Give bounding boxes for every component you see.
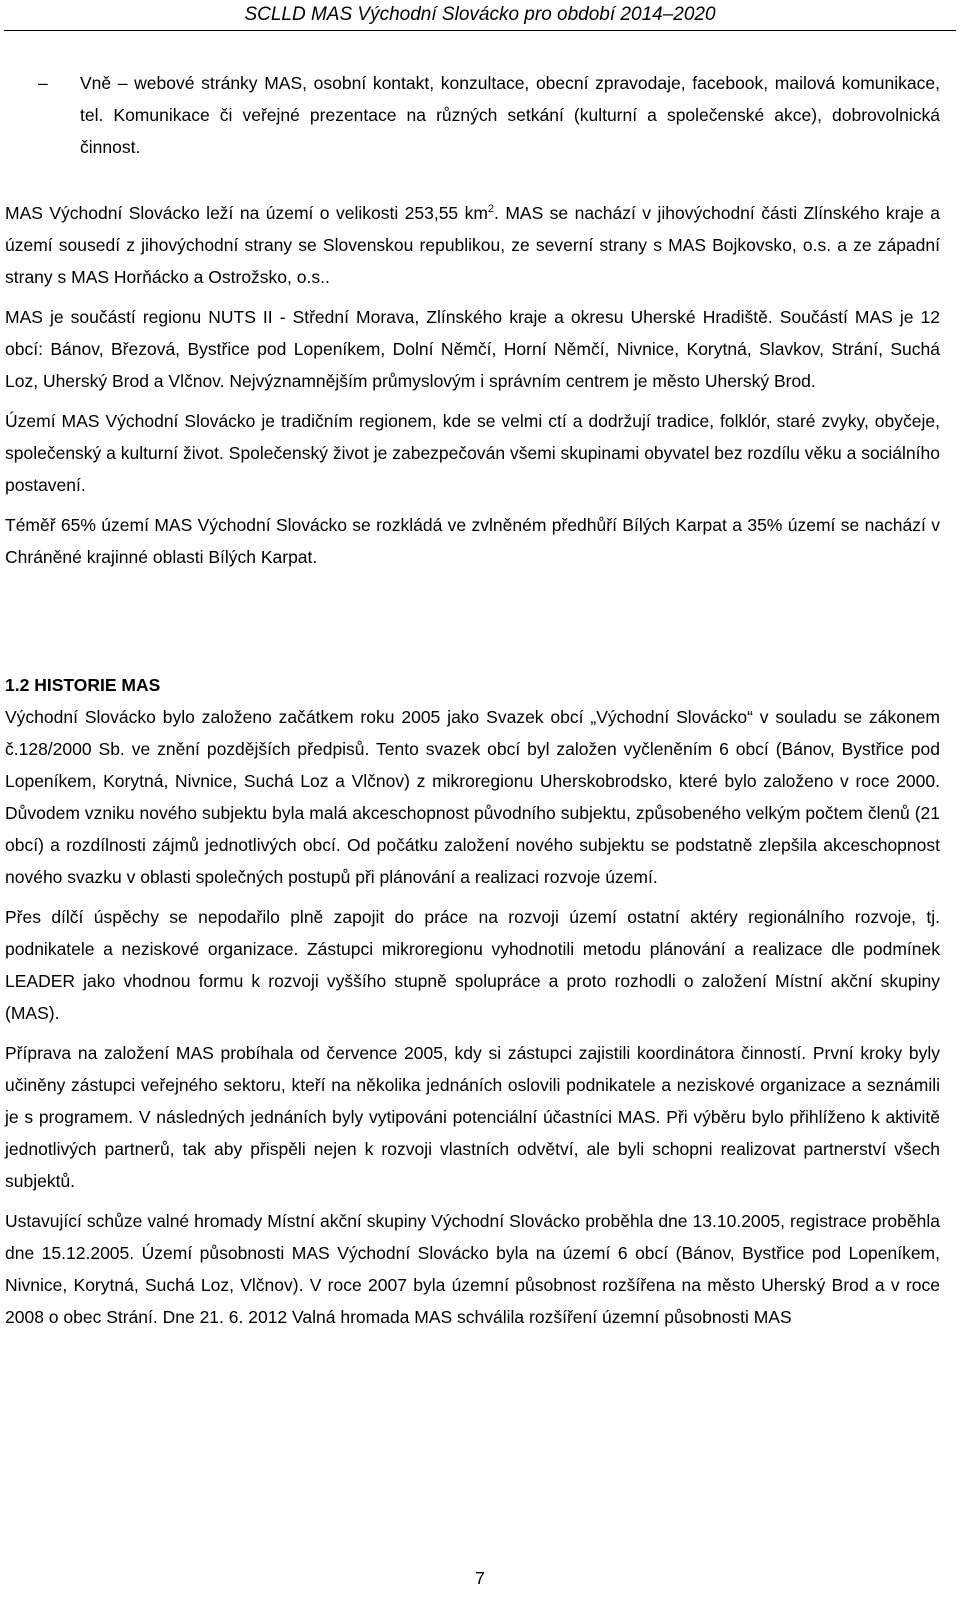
intro-paragraph-landscape: Téměř 65% území MAS Východní Slovácko se rozkládá ve zvlněném předhůří Bílých Karpat a 35% území se nachází v Chráněné krajinné oblasti Bílých Karpat. bbox=[5, 515, 940, 567]
area-text-end: . MAS se nachází v jihovýchodní části Zlínského kraje a území sousedí z jihovýchodní strany se Slovenskou republikou, ze severní strany s MAS Bojkovsko, o.s. a ze západní strany s MAS Horňácko a Ostrožsko, o.s.. bbox=[5, 203, 940, 287]
area-text-start: MAS Východní Slovácko leží na území o velikosti 253,55 km bbox=[5, 203, 488, 223]
bullet-list-item bbox=[5, 67, 940, 163]
intro-paragraph-traditions: Území MAS Východní Slovácko je tradičním regionem, kde se velmi ctí a dodržují tradice, folklór, staré zvyky, obyčeje, společenský a kulturní život. Společenský život je zabezpečován všemi skupinami obyvatel bez rozdílu věku a sociálního postavení. bbox=[5, 411, 940, 495]
history-paragraph-1: Východní Slovácko bylo založeno začátkem roku 2005 jako Svazek obcí „Východní Slovácko“ v souladu se zákonem č.128/2000 Sb. ve znění pozdějších předpisů. Tento svazek obcí byl založen vyčleněním 6 obcí (Bánov, Bystřice pod Lopeníkem, Korytná, Nivnice, Suchá Loz a Vlčnov) z mikroregionu Uherskobrodsko, které bylo založeno v roce 2000. Důvodem vzniku nového subjektu byla malá akceschopnost původního subjektu, způsobeného velkým počtem členů (21 obcí) a rozdílnosti zájmů jednotlivých obcí. Od počátku založení nového subjektu se podstatně zlepšila akceschopnost nového svazku v oblasti společných postupů při plánování a realizaci rozvoje území. bbox=[5, 707, 940, 887]
section-heading: 1.2 HISTORIE MAS bbox=[5, 675, 161, 695]
history-paragraph-4: Ustavující schůze valné hromady Místní akční skupiny Východní Slovácko proběhla dne 13.10.2005, registrace proběhla dne 15.12.2005. Území působnosti MAS Východní Slovácko byla na území 6 obcí (Bánov, Bystřice pod Lopeníkem, Nivnice, Korytná, Suchá Loz, Vlčnov). V roce 2007 byla územní působnost rozšířena na město Uherský Brod a v roce 2008 o obec Strání. Dne 21. 6. 2012 Valná hromada MAS schválila rozšíření územní působnosti MAS bbox=[5, 1211, 940, 1327]
history-paragraph-3: Příprava na založení MAS probíhala od července 2005, kdy si zástupci zajistili koordinátora činností. První kroky byly učiněny zástupci veřejného sektoru, kteří na několika jednáních oslovili podnikatele a neziskové organizace a seznámili je s programem. V následných jednáních byly vytipováni potenciální účastníci MAS. Při výběru bylo přihlíženo k aktivitě jednotlivých partnerů, tak aby přispěli nejen k rozvoji vlastních odvětví, ale byli schopni realizovat partnerství všech subjektů. bbox=[5, 1043, 940, 1191]
dash-bullet-icon: – bbox=[38, 73, 48, 93]
page-content bbox=[5, 67, 940, 1341]
page-number: 7 bbox=[475, 1568, 485, 1588]
area-superscript: 2 bbox=[487, 203, 495, 216]
history-paragraph-2: Přes dílčí úspěchy se nepodařilo plně zapojit do práce na rozvoji území ostatní aktéry regionálního rozvoje, tj. podnikatele a neziskové organizace. Zástupci mikroregionu vyhodnotili metodu plánování a realizace dle podmínek LEADER jako vhodnou formu k rozvoji vyššího stupně spolupráce a proto rozhodli o založení Místní akční skupiny (MAS). bbox=[5, 907, 940, 1023]
intro-paragraph-area bbox=[5, 197, 940, 293]
intro-paragraph-region: MAS je součástí regionu NUTS II - Střední Morava, Zlínského kraje a okresu Uherské Hradiště. Součástí MAS je 12 obcí: Bánov, Březová, Bystřice pod Lopeníkem, Dolní Němčí, Horní Němčí, Nivnice, Korytná, Slavkov, Strání, Suchá Loz, Uherský Brod a Vlčnov. Nejvýznamnějším průmyslovým i správním centrem je město Uherský Brod. bbox=[5, 307, 940, 391]
header-divider bbox=[4, 30, 956, 31]
section-spacer bbox=[5, 581, 940, 669]
running-header: SCLLD MAS Východní Slovácko pro období 2014–2020 bbox=[244, 4, 716, 25]
bullet-text: Vně – webové stránky MAS, osobní kontakt, konzultace, obecní zpravodaje, facebook, mailová komunikace, tel. Komunikace či veřejné prezentace na různých setkání (kulturní a společenské akce), dobrovolnická činnost. bbox=[80, 73, 940, 157]
